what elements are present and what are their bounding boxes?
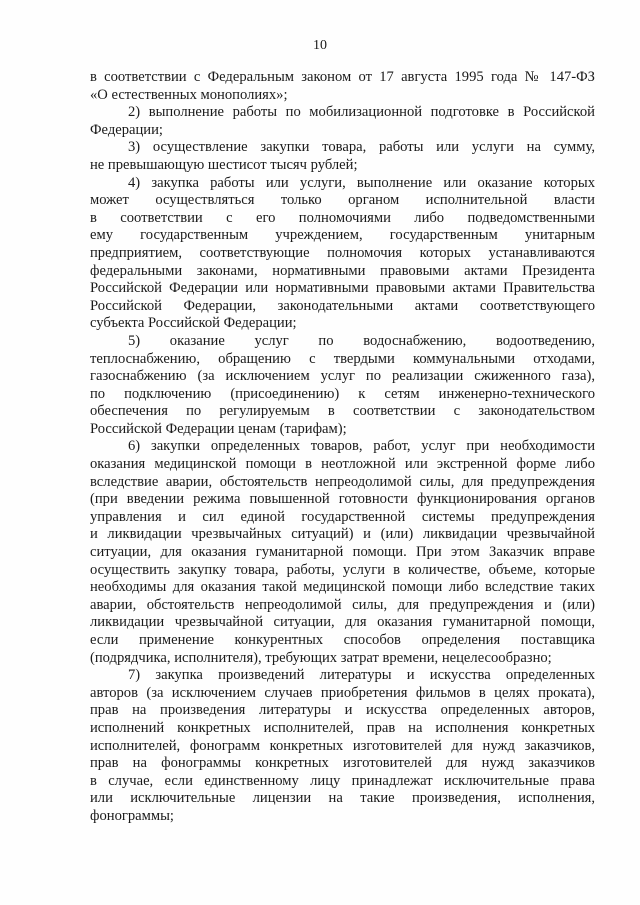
paragraph <box>90 104 595 139</box>
text-line: авторов (за исключением случаев приобретения фильмов в целях проката), <box>90 684 595 701</box>
paragraph <box>90 69 595 104</box>
text-line: и ликвидации чрезвычайных ситуаций) и (или) ликвидации чрезвычайной <box>90 526 595 543</box>
text-line: Федерации; <box>90 121 163 138</box>
text-line: (подрядчика, исполнителя), требующих затрат времени, нецелесообразно; <box>90 649 552 666</box>
text-line: если применение конкурентных способов определения поставщика <box>90 632 595 648</box>
text-line: фонограммы; <box>90 807 174 824</box>
text-line: в соответствии с Федеральным законом от 17 августа 1995 года № 147-ФЗ <box>90 69 595 85</box>
page-number: 10 <box>313 38 327 53</box>
text-line: предприятием, соответствующие полномочия которых устанавливаются <box>90 244 595 261</box>
paragraph <box>90 333 595 439</box>
text-line: 5) оказание услуг по водоснабжению, водоотведению, <box>128 332 595 349</box>
text-line: по подключению (присоединению) к сетям инженерно-технического <box>90 385 595 402</box>
text-line: субъекта Российской Федерации; <box>90 315 297 332</box>
text-line: осуществить закупку товара, работы, услуги в количестве, объеме, которые <box>90 561 595 578</box>
text-line: Российской Федерации или нормативными правовыми актами Правительства <box>90 280 595 297</box>
text-line: вследствие аварии, обстоятельств непреодолимой силы, для предупреждения <box>90 473 595 490</box>
text-line: или исключительные лицензии на такие произведения, исполнения, <box>90 790 595 807</box>
text-line: может осуществляться только органом исполнительной власти <box>90 192 595 209</box>
text-line: ситуации, для оказания гуманитарной помощи. При этом Заказчик вправе <box>90 544 595 561</box>
paragraph <box>90 175 595 333</box>
text-line: не превышающую шестисот тысяч рублей; <box>90 156 358 173</box>
text-line: оказания медицинской помощи в неотложной или экстренной форме либо <box>90 456 595 473</box>
text-line: прав на произведения литературы и искусства определенных авторов, <box>90 702 595 719</box>
text-line: аварии, обстоятельств непреодолимой силы, для предупреждения и (или) <box>90 596 595 613</box>
text-line: исполнений конкретных исполнителей, прав на исполнения конкретных <box>90 719 595 736</box>
text-line: «О естественных монополиях»; <box>90 86 288 103</box>
text-line: 4) закупка работы или услуги, выполнение или оказание которых <box>128 174 595 191</box>
paragraph <box>90 139 595 174</box>
text-line: газоснабжению (за исключением услуг по реализации сжиженного газа), <box>90 368 595 385</box>
text-line: теплоснабжению, обращению с твердыми коммунальными отходами, <box>90 350 595 367</box>
text-line: 3) осуществление закупки товара, работы или услуги на сумму, <box>128 139 595 156</box>
text-line: ему государственным учреждением, государственным унитарным <box>90 227 595 244</box>
paragraph <box>90 667 595 825</box>
text-line: 7) закупка произведений литературы и искусства определенных <box>128 667 595 684</box>
text-line: управления и сил единой государственной системы предупреждения <box>90 508 595 525</box>
text-line: обеспечения по регулируемым в соответствии с законодательством <box>90 403 595 420</box>
text-line: исполнителей, фонограмм конкретных изготовителей для нужд заказчиков, <box>90 737 595 754</box>
text-line: 6) закупки определенных товаров, работ, услуг при необходимости <box>128 438 595 455</box>
text-line: прав на фонограммы конкретных изготовителей для нужд заказчиков <box>90 755 595 772</box>
text-line: (при введении режима повышенной готовности функционирования органов <box>90 491 595 508</box>
text-line: ликвидации чрезвычайной ситуации, для оказания гуманитарной помощи, <box>90 614 595 631</box>
paragraph <box>90 438 595 667</box>
text-line: в случае, если единственному лицу принадлежат исключительные права <box>90 772 595 789</box>
text-line: федеральными законами, нормативными правовыми актами Президента <box>90 262 595 279</box>
text-line: 2) выполнение работы по мобилизационной подготовке в Российской <box>128 104 595 121</box>
document-body <box>90 69 595 826</box>
text-line: необходимы для оказания такой медицинской помощи либо вследствие таких <box>90 579 595 596</box>
text-line: в соответствии с его полномочиями либо подведомственными <box>90 209 595 226</box>
text-line: Российской Федерации, законодательными актами соответствующего <box>90 297 595 314</box>
text-line: Российской Федерации ценам (тарифам); <box>90 420 347 437</box>
